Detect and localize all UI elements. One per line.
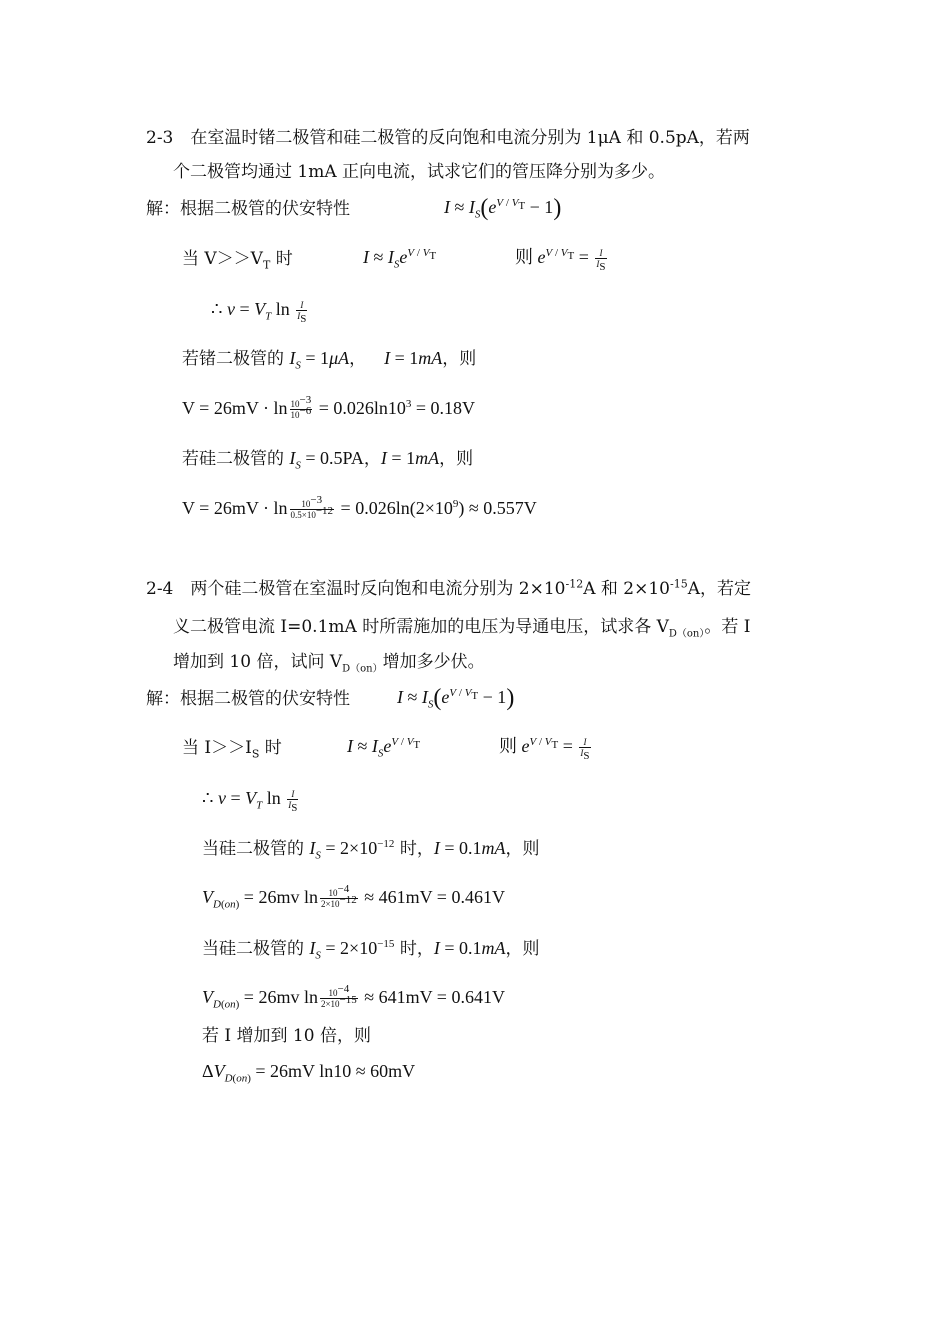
- formula-diode-iv-1: $I \approx I_S(e^{V / V_T} - 1)$: [444, 195, 562, 221]
- problem-2-3-line2: 个二极管均通过 1mA 正向电流，试求它们的管压降分别为多少。: [173, 162, 666, 182]
- delta-vd-result: $\Delta V_{D(on)} = 26mV$ ln10 ≈ 60mV: [202, 1061, 416, 1085]
- formula-exp-ratio-2: 则 $e^{V / V_T}$ = $\frac{I}{I_S}$: [499, 736, 590, 763]
- solution-2-3-label: 解：根据二极管的伏安特性: [146, 199, 350, 219]
- silicon-result: V = 26mV · ln $\frac{10^{-3}}{0.5\times 10^{-12}}$ = $0.026\ln(2\times 10^9) \approx 0.557V$: [182, 494, 537, 521]
- silicon-case-b-result: $V_{D(on)} = 26mv$ ln $\frac{10^{-4}}{2\times 10^{-15}}$ ≈ 641mV = 0.641V: [202, 983, 505, 1011]
- formula-v-ln-1: ∴ $v = V_T$ ln $\frac{I}{I_S}$: [211, 299, 307, 326]
- problem-2-4-line1: 2-4 两个硅二极管在室温时反向饱和电流分别为 $2\times 10^{-12}A$ 和 $2\times 10^{-15}A$，若定: [146, 577, 751, 599]
- germanium-result: V = 26mV · ln $\frac{10^{-3}}{10^{-6}}$ = $0.026\ln 10^3 = 0.18V$: [182, 394, 476, 421]
- formula-exp-ratio-1: 则 $e^{V / V_T}$ = $\frac{I}{I_S}$: [515, 247, 606, 274]
- condition-i-gg-is: 当 $I>>I_S$ 时: [182, 738, 282, 761]
- problem-2-3-line1: 2-3 在室温时锗二极管和硅二极管的反向饱和电流分别为 1μA 和 0.5pA，若两: [146, 128, 750, 148]
- problem-2-4-line2: 义二极管电流 I=0.1mA 时所需施加的电压为导通电压，试求各 $V_{D(on)}$。若 I: [173, 617, 751, 640]
- silicon-case-a: 当硅二极管的 $I_S = 2\times 10^{-12}$ 时，I = 0.1mA，则: [202, 838, 540, 862]
- condition-v-gg-vt: 当 $V>>V_T$ 时: [182, 249, 293, 272]
- formula-approx-2: $I \approx I_Se^{V / V_T}$: [347, 736, 421, 760]
- solution-2-4-label: 解：根据二极管的伏安特性: [146, 689, 350, 709]
- tenfold-statement: 若 I 增加到 10 倍，则: [202, 1026, 371, 1046]
- formula-approx-1: $I \approx I_Se^{V / V_T}$: [363, 247, 437, 271]
- silicon-condition: 若硅二极管的 $I_S = 0.5PA$，I = 1mA，则: [182, 448, 474, 472]
- silicon-case-a-result: $V_{D(on)} = 26mv$ ln $\frac{10^{-4}}{2\times 10^{-12}}$ ≈ 461mV = 0.461V: [202, 883, 505, 911]
- germanium-condition: 若锗二极管的 $I_S = 1\mu A$， I = 1mA，则: [182, 348, 477, 372]
- formula-v-ln-2: ∴ $v = V_T$ ln $\frac{I}{I_S}$: [202, 788, 298, 815]
- problem-2-4-line3: 增加到 10 倍，试问 $V_{D(on)}$增加多少伏。: [173, 652, 485, 675]
- formula-diode-iv-2: $I \approx I_S(e^{V / V_T} - 1)$: [397, 685, 515, 711]
- silicon-case-b: 当硅二极管的 $I_S = 2\times 10^{-15}$ 时，I = 0.1mA，则: [202, 938, 540, 962]
